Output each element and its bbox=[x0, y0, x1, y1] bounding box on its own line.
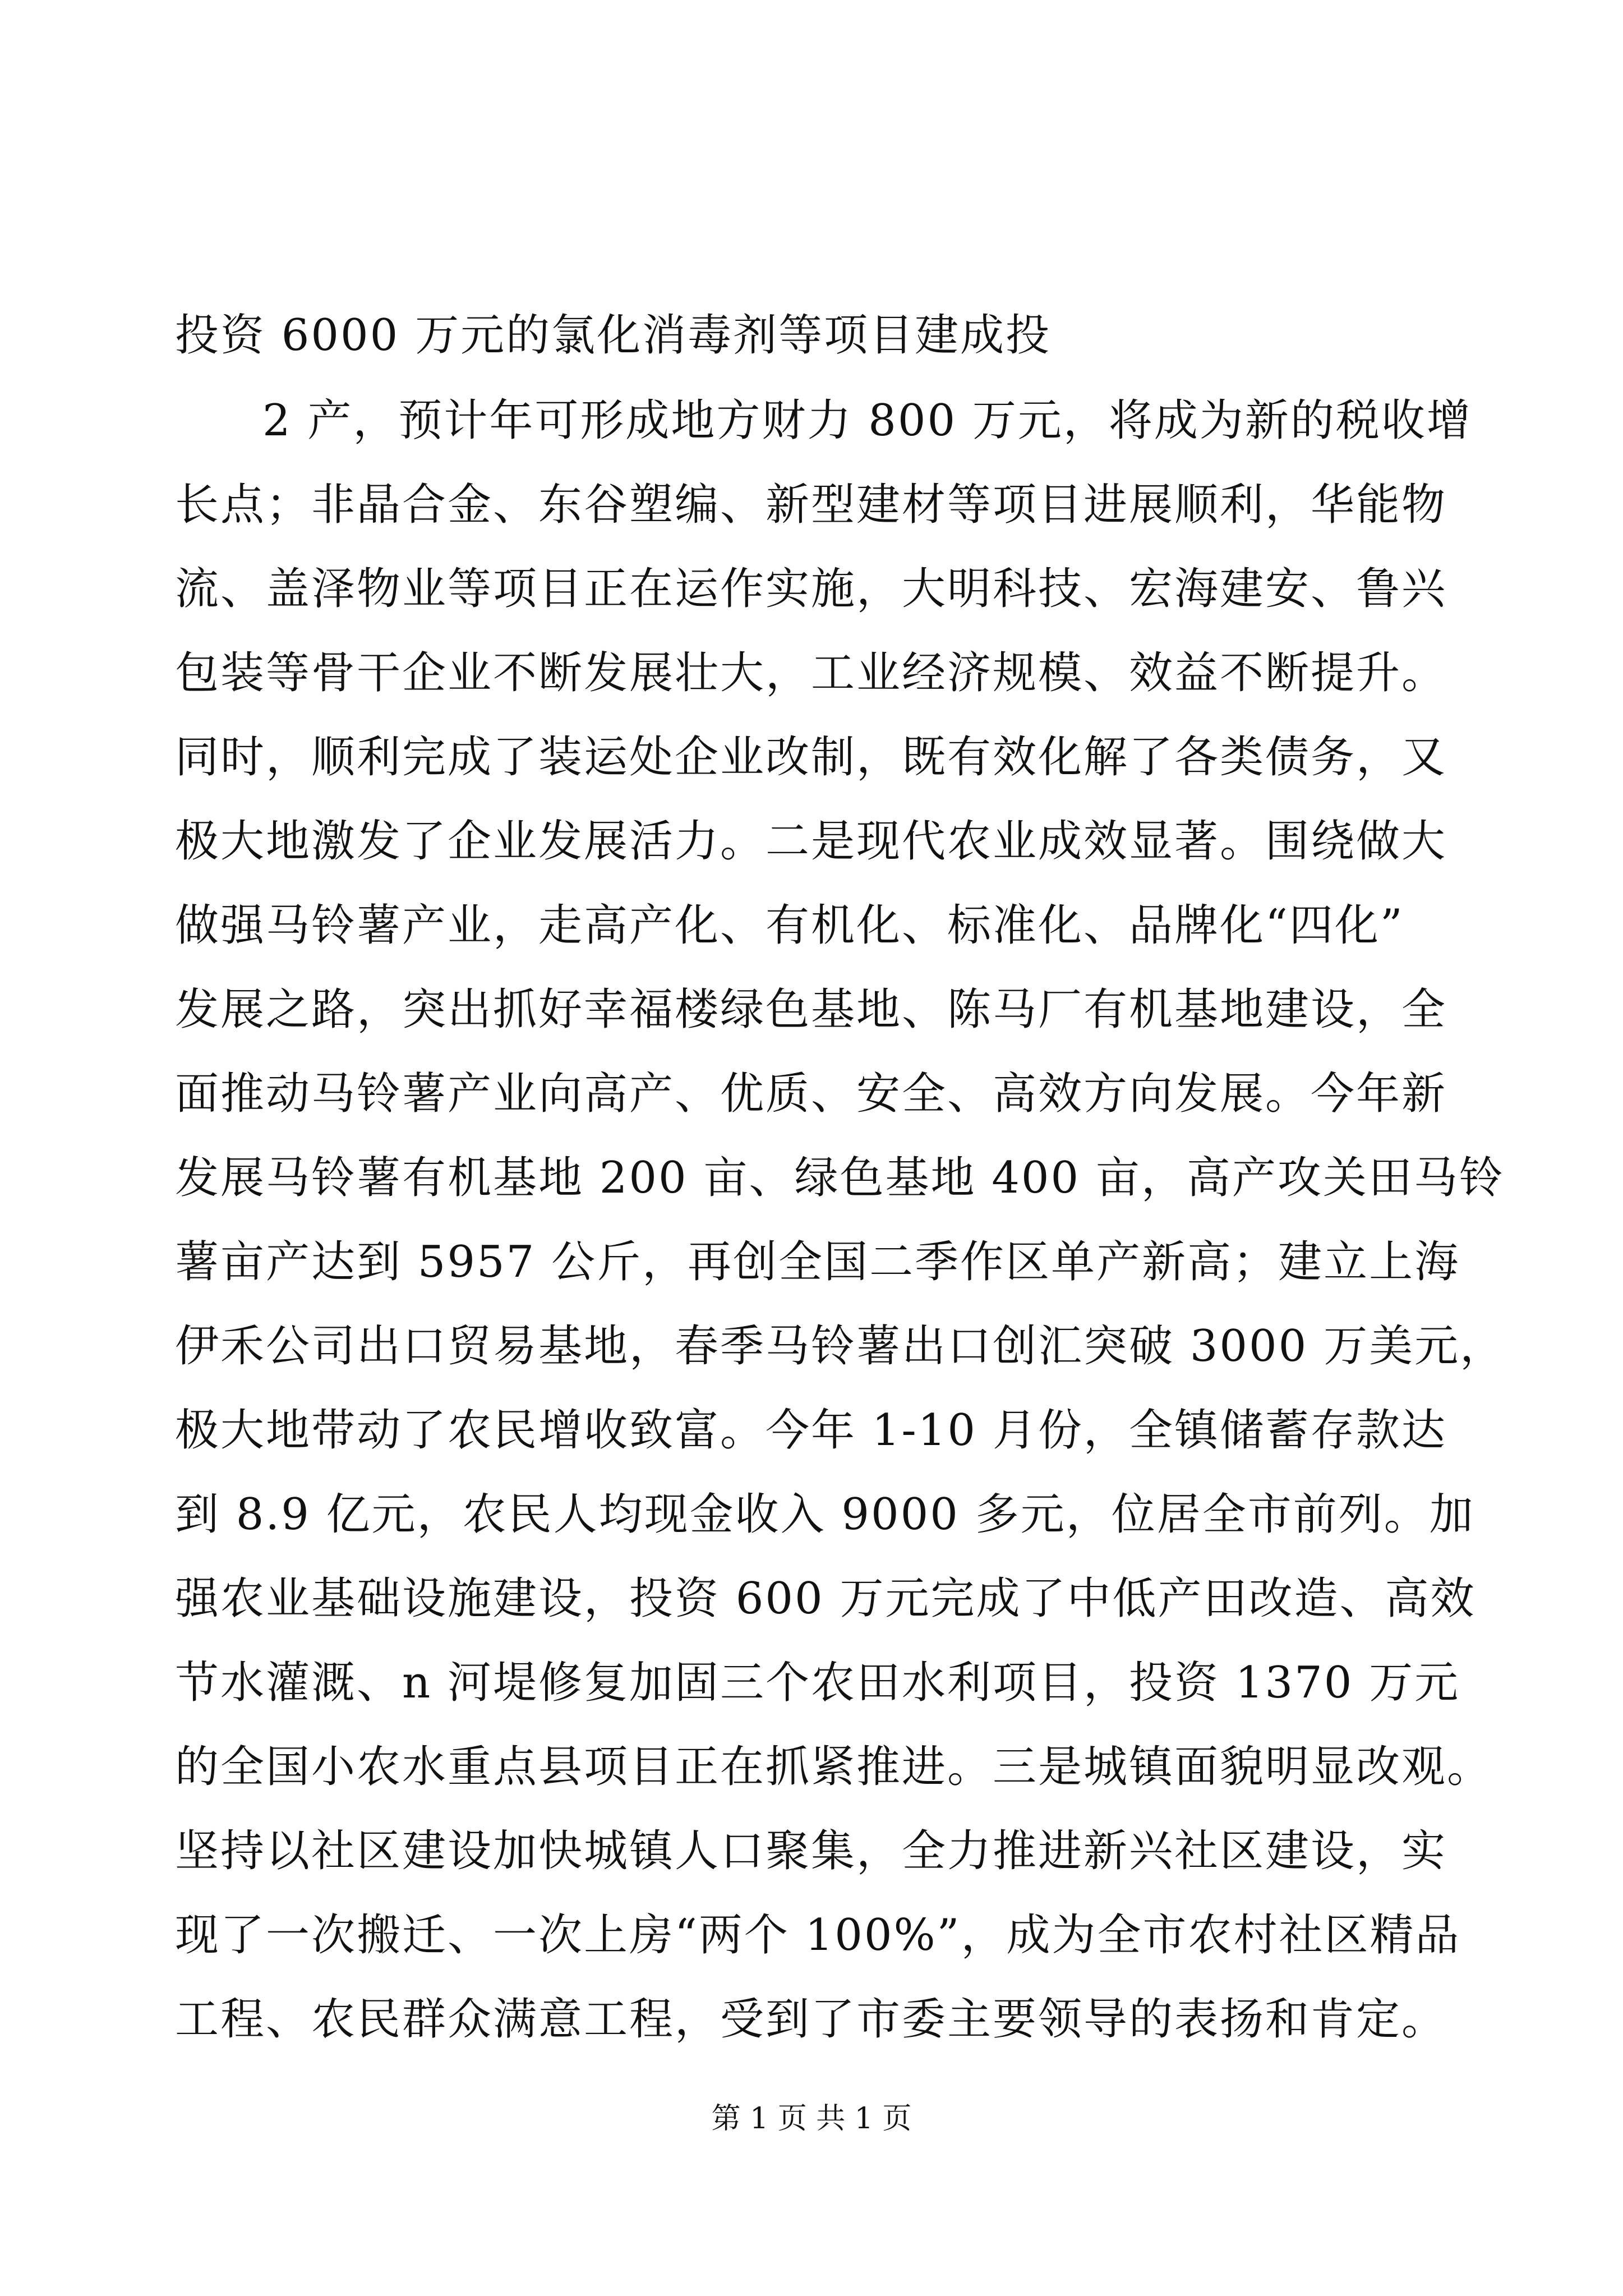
text-line: 面推动马铃薯产业向高产、优质、安全、高效方向发展。今年新 bbox=[175, 1069, 1447, 1119]
text-line: 现了一次搬迁、一次上房“两个 100%”，成为全市农村社区精品 bbox=[175, 1910, 1461, 1961]
text-line: 节水灌溉、n 河堤修复加固三个农田水利项目，投资 1370 万元 bbox=[175, 1658, 1460, 1708]
text-line: 流、盖泽物业等项目正在运作实施，大明科技、宏海建安、鲁兴 bbox=[175, 564, 1447, 614]
text-line: 2 产，预计年可形成地方财力 800 万元，将成为新的税收增 bbox=[262, 395, 1472, 446]
text-line: 发展马铃薯有机基地 200 亩、绿色基地 400 亩，高产攻关田马铃 bbox=[175, 1153, 1505, 1203]
text-line: 长点；非晶合金、东谷塑编、新型建材等项目进展顺利，华能物 bbox=[175, 480, 1447, 530]
text-line: 极大地带动了农民增收致富。今年 1-10 月份，全镇储蓄存款达 bbox=[175, 1405, 1447, 1456]
page-number-footer: 第 1 页 共 1 页 bbox=[711, 2102, 912, 2136]
text-line: 伊禾公司出口贸易基地，春季马铃薯出口创汇突破 3000 万美元， bbox=[175, 1321, 1506, 1372]
text-line: 到 8.9 亿元，农民人均现金收入 9000 多元，位居全市前列。加 bbox=[175, 1489, 1475, 1540]
text-line: 的全国小农水重点县项目正在抓紧推进。三是城镇面貌明显改观。 bbox=[175, 1742, 1493, 1792]
text-line: 极大地激发了企业发展活力。二是现代农业成效显著。围绕做大 bbox=[175, 816, 1447, 867]
text-line: 包装等骨干企业不断发展壮大，工业经济规模、效益不断提升。 bbox=[175, 648, 1447, 698]
text-line: 发展之路，突出抓好幸福楼绿色基地、陈马厂有机基地建设，全 bbox=[175, 984, 1447, 1035]
text-line: 做强马铃薯产业，走高产化、有机化、标准化、品牌化“四化” bbox=[175, 900, 1404, 951]
text-line: 同时，顺利完成了装运处企业改制，既有效化解了各类债务，又 bbox=[175, 732, 1447, 783]
text-line: 工程、农民群众满意工程，受到了市委主要领导的表扬和肯定。 bbox=[175, 1994, 1447, 2045]
text-line: 投资 6000 万元的氯化消毒剂等项目建成投 bbox=[175, 310, 1052, 361]
text-line: 坚持以社区建设加快城镇人口聚集，全力推进新兴社区建设，实 bbox=[175, 1826, 1447, 1876]
text-line: 薯亩产达到 5957 公斤，再创全国二季作区单产新高；建立上海 bbox=[175, 1237, 1460, 1287]
text-line: 强农业基础设施建设，投资 600 万元完成了中低产田改造、高效 bbox=[175, 1573, 1476, 1624]
